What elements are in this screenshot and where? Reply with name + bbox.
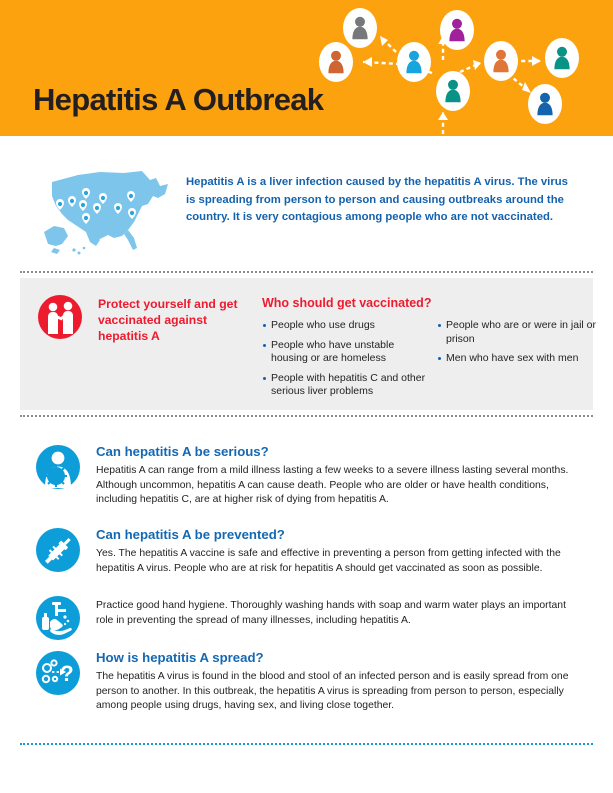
node-darkblue-person	[528, 84, 562, 124]
intro-section	[0, 136, 613, 271]
list-item: People who are or were in jail or prison	[438, 319, 603, 346]
qa-heading: Can hepatitis A be serious?	[96, 444, 269, 459]
qa-text: Hepatitis A can range from a mild illness lasting a few weeks to a severe illness lasting several months. Although uncommon, hepatitis A can cause death. People who are older or have health conditions, including hepatitis C, are at higher risk of dying from hepatitis A.	[96, 465, 569, 506]
vaccination-list-column-1	[263, 319, 428, 405]
qa-text: Yes. The hepatitis A vaccine is safe and effective in preventing a person from getting infected with the hepatitis A virus. People who are at risk for hepatitis A should get vaccinated as soon as possible.	[96, 548, 561, 574]
node-purple-person	[440, 10, 474, 50]
node-teal-person-center	[436, 71, 470, 111]
qa-text: The hepatitis A virus is found in the blood and stool of an infected person and is easily spread from one person to another. In this outbreak, the hepatitis A virus is spreading from person to person, especially among people using drugs, having sex, and living close together.	[96, 671, 569, 712]
person-network-diagram	[290, 0, 613, 136]
virus-glyph	[45, 465, 67, 487]
qa-heading: Can hepatitis A be prevented?	[96, 527, 285, 542]
handwashing-icon	[35, 595, 81, 641]
node-orange-person-right	[484, 41, 518, 81]
divider-above-protect-panel	[20, 271, 593, 273]
list-item: People with hepatitis C and other serious liver problems	[263, 372, 428, 399]
list-item: Men who have sex with men	[438, 352, 603, 366]
node-orange-person-left	[319, 42, 353, 82]
list-item: People who have unstable housing or are homeless	[263, 339, 428, 366]
who-should-get-vaccinated-heading: Who should get vaccinated?	[262, 296, 432, 310]
person-with-virus-icon	[35, 444, 81, 490]
two-people-in-red-circle-icon	[37, 294, 83, 340]
protect-yourself-panel	[20, 278, 596, 410]
us-map-with-outbreak-pins	[38, 162, 178, 262]
syringe-icon	[35, 527, 81, 573]
node-lightblue-person	[397, 42, 431, 82]
page-title: Hepatitis A Outbreak	[33, 82, 324, 117]
intro-paragraph: Hepatitis A is a liver infection caused by the hepatitis A virus. The virus is spreading from person to person and causing outbreaks around the country. It is very contagious among people who are not vaccinated.	[186, 176, 568, 223]
header-banner	[0, 0, 613, 136]
virus-spread-question-icon	[35, 650, 81, 696]
divider-below-protect-panel	[20, 415, 593, 417]
protect-yourself-title: Protect yourself and get vaccinated against hepatitis A	[98, 297, 238, 343]
node-gray-person	[343, 8, 377, 48]
vaccination-list-column-2	[438, 319, 603, 372]
list-item: People who use drugs	[263, 319, 428, 333]
qa-text: Practice good hand hygiene. Thoroughly washing hands with soap and warm water plays an important role in preventing the spread of many illnesses, including hepatitis A.	[96, 600, 566, 626]
svg-text:?: ?	[60, 661, 74, 686]
qa-heading: How is hepatitis A spread?	[96, 650, 264, 665]
node-teal-person-right	[545, 38, 579, 78]
divider-bottom-blue	[20, 743, 593, 745]
